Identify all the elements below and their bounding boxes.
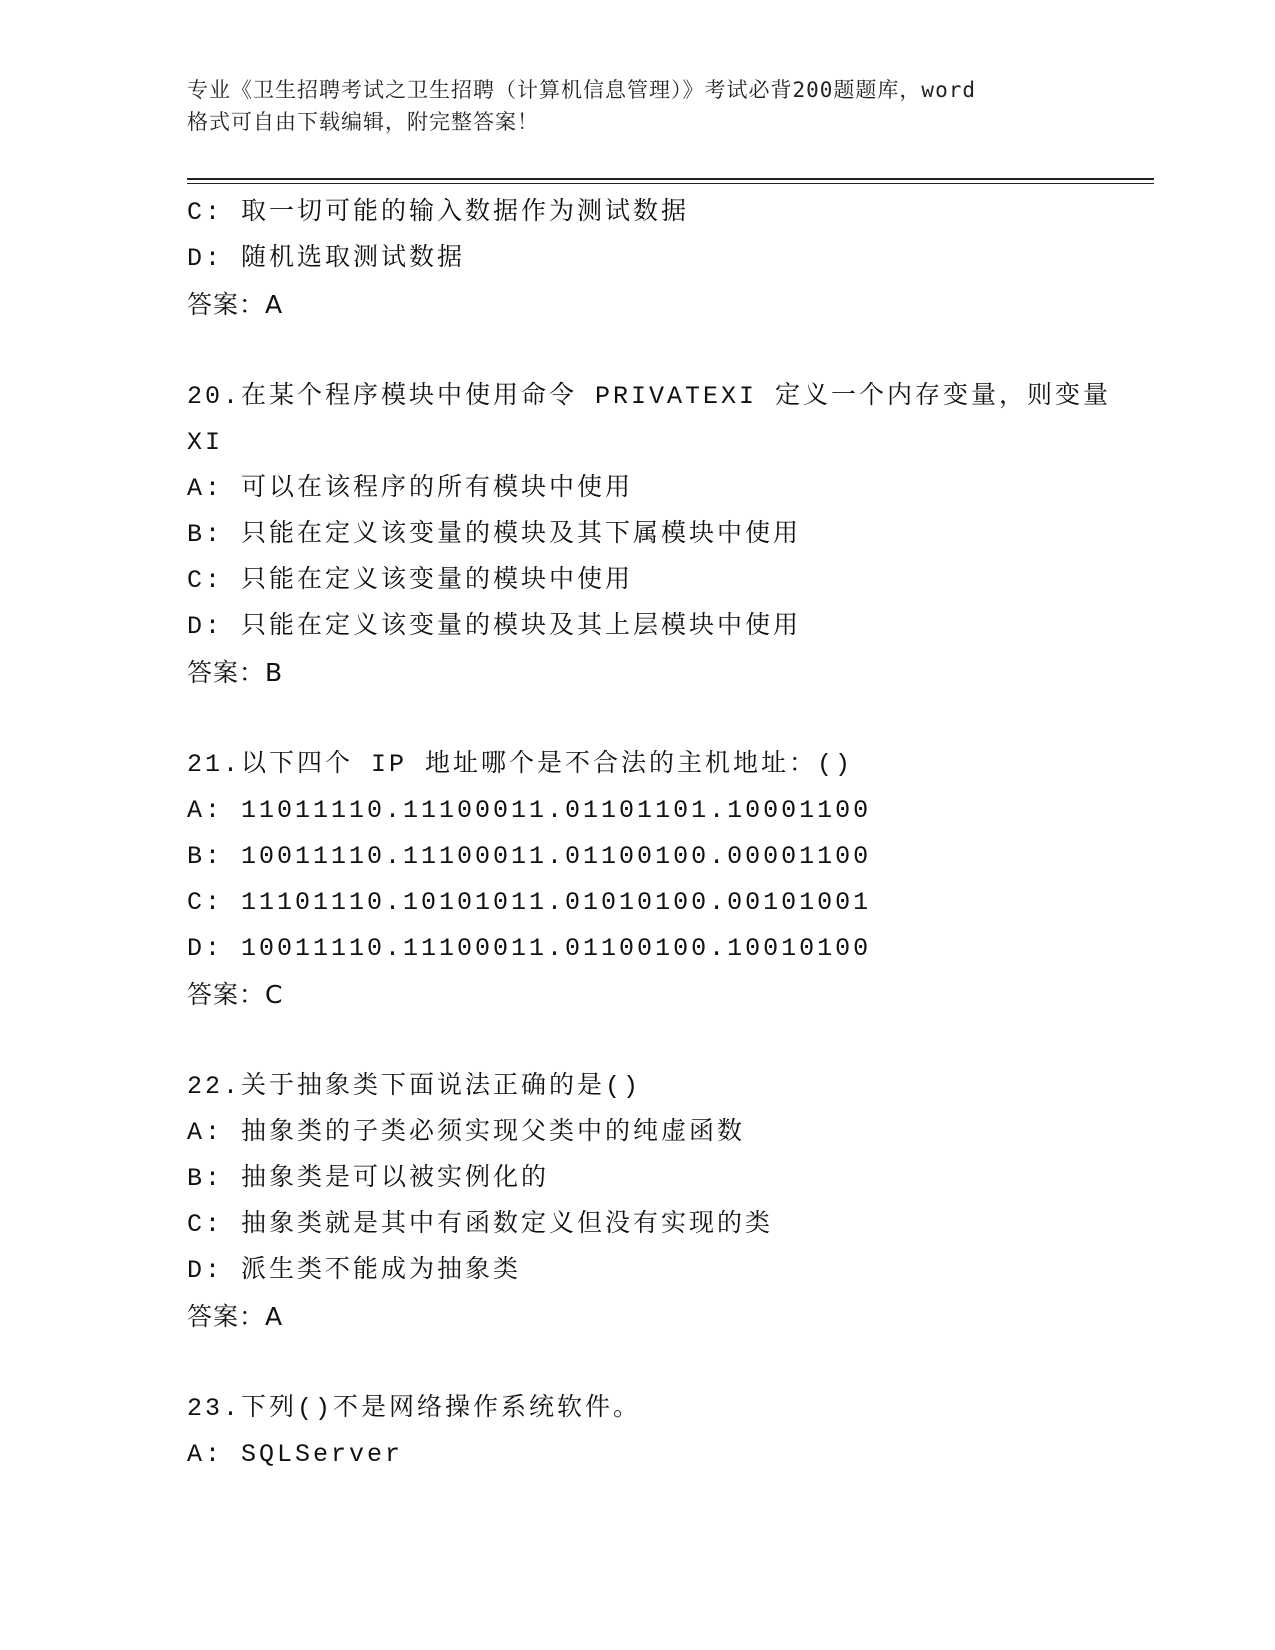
header-title-line-1: 专业《卫生招聘考试之卫生招聘（计算机信息管理）》考试必背200题题库，word <box>187 78 976 102</box>
option-b: B: 只能在定义该变量的模块及其下属模块中使用 <box>187 520 802 549</box>
answer-line: 答案：A <box>187 290 284 319</box>
option-a: A: 11011110.11100011.01101101.10001100 <box>187 796 872 825</box>
spacer <box>187 1340 1147 1386</box>
option-a: A: 抽象类的子类必须实现父类中的纯虚函数 <box>187 1118 746 1147</box>
document-header <box>187 74 1087 138</box>
answer-line: 答案：C <box>187 980 284 1009</box>
question-stem: 20.在某个程序模块中使用命令 PRIVATEXI 定义一个内存变量，则变量 <box>187 382 1112 411</box>
option-d: D: 只能在定义该变量的模块及其上层模块中使用 <box>187 612 802 641</box>
question-19-continued <box>187 190 1147 328</box>
option-d: D: 派生类不能成为抽象类 <box>187 1256 522 1285</box>
question-stem-continued: XI <box>187 428 224 457</box>
question-23 <box>187 1386 1147 1478</box>
question-22 <box>187 1064 1147 1340</box>
option-c: C: 只能在定义该变量的模块中使用 <box>187 566 634 595</box>
option-c: C: 取一切可能的输入数据作为测试数据 <box>187 198 690 227</box>
answer-line: 答案：A <box>187 1302 284 1331</box>
option-b: B: 10011110.11100011.01100100.00001100 <box>187 842 872 871</box>
option-d: D: 随机选取测试数据 <box>187 244 466 273</box>
header-divider-thick <box>187 178 1154 180</box>
question-stem: 22.关于抽象类下面说法正确的是() <box>187 1072 642 1101</box>
header-divider-thin <box>187 183 1154 184</box>
header-title-line-2: 格式可自由下载编辑，附完整答案！ <box>187 110 539 134</box>
spacer <box>187 1018 1147 1064</box>
option-c: C: 11101110.10101011.01010100.00101001 <box>187 888 872 917</box>
question-stem: 21.以下四个 IP 地址哪个是不合法的主机地址：() <box>187 750 854 779</box>
question-20 <box>187 374 1147 696</box>
answer-line: 答案：B <box>187 658 284 687</box>
option-d: D: 10011110.11100011.01100100.10010100 <box>187 934 872 963</box>
document-body <box>187 190 1147 1478</box>
spacer <box>187 696 1147 742</box>
option-a: A: SQLServer <box>187 1440 404 1469</box>
question-stem: 23.下列()不是网络操作系统软件。 <box>187 1394 642 1423</box>
option-b: B: 抽象类是可以被实例化的 <box>187 1164 550 1193</box>
spacer <box>187 328 1147 374</box>
option-a: A: 可以在该程序的所有模块中使用 <box>187 474 634 503</box>
option-c: C: 抽象类就是其中有函数定义但没有实现的类 <box>187 1210 774 1239</box>
question-21 <box>187 742 1147 1018</box>
